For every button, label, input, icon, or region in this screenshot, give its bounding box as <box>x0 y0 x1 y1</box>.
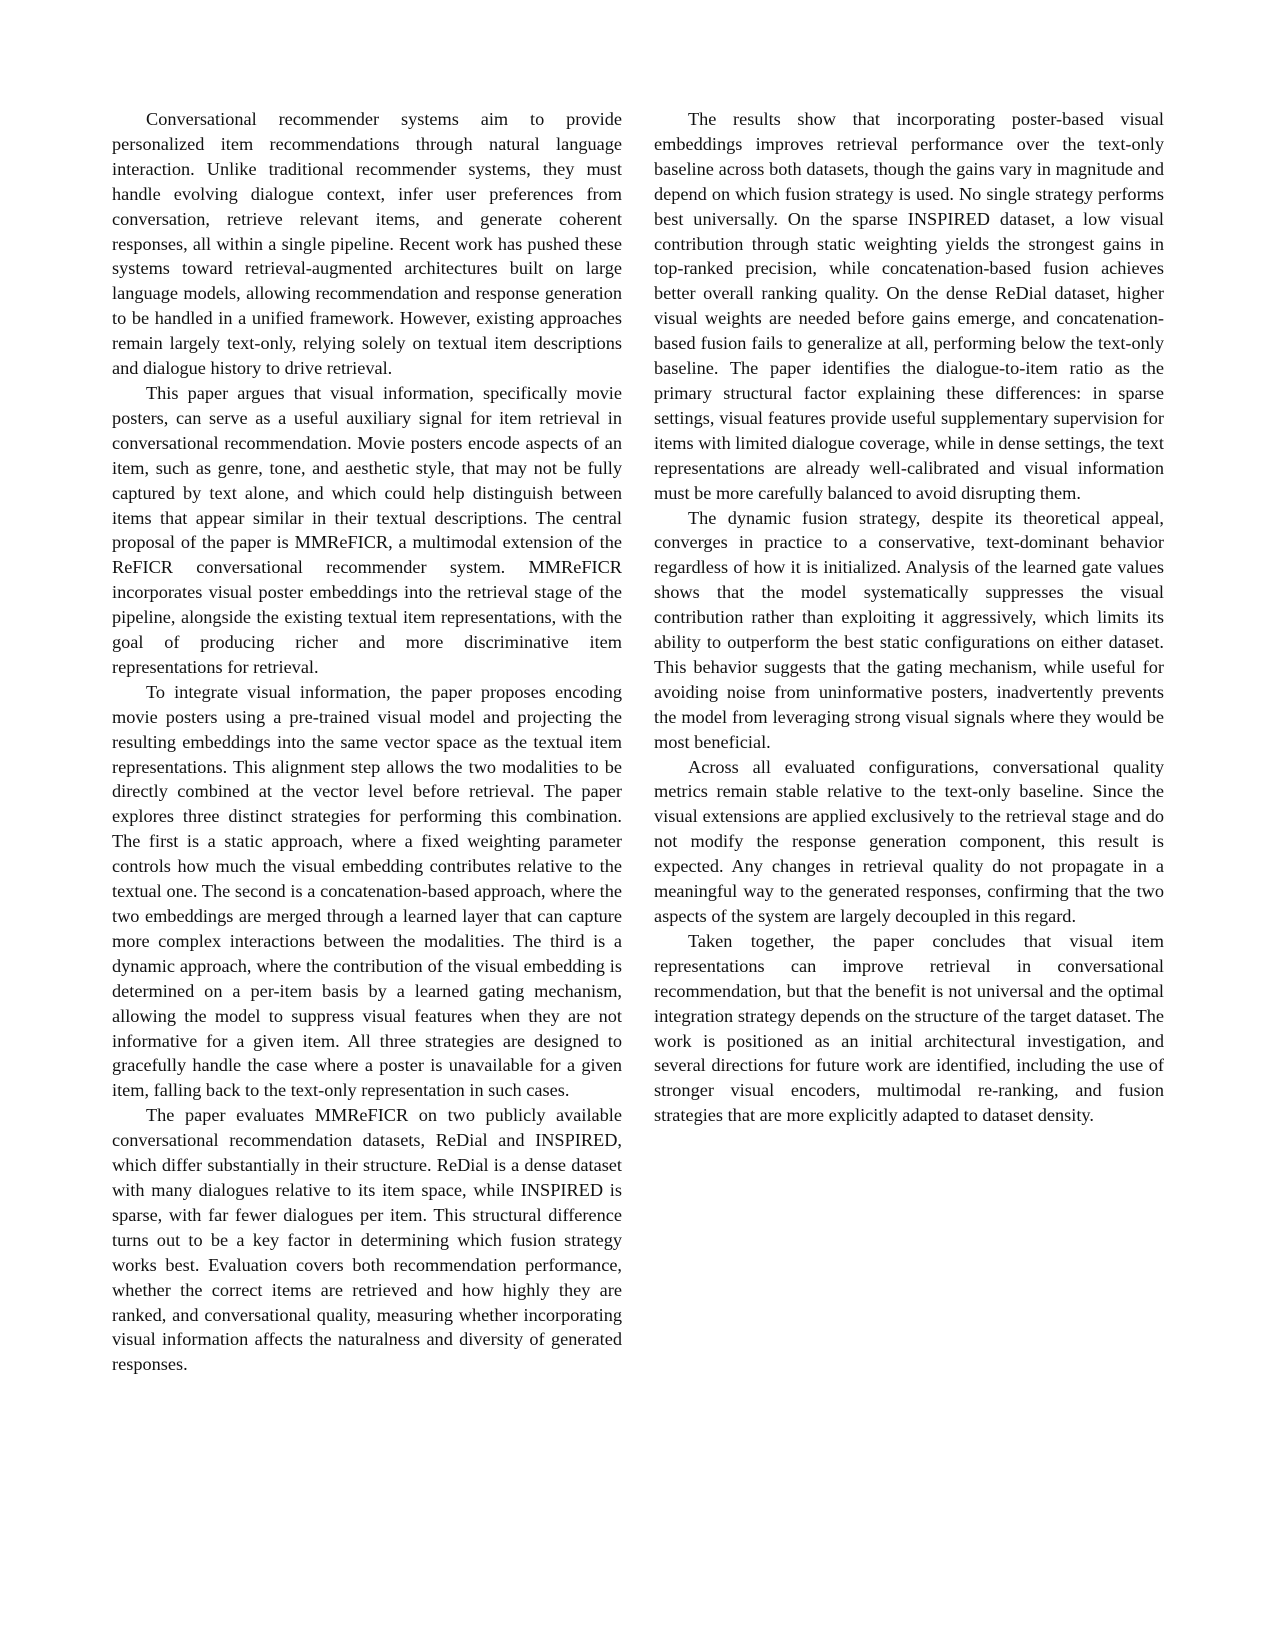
right-column <box>654 107 1164 1128</box>
paragraph: The results show that incorporating poster-based visual embeddings improves retrieval performance over the text-only baseline across both datasets, though the gains vary in magnitude and depend on which fusion strategy is used. No single strategy performs best universally. On the sparse INSPIRED dataset, a low visual contribution through static weighting yields the strongest gains in top-ranked precision, while concatenation-based fusion achieves better overall ranking quality. On the dense ReDial dataset, higher visual weights are needed before gains emerge, and concatenation-based fusion fails to generalize at all, performing below the text-only baseline. The paper identifies the dialogue-to-item ratio as the primary structural factor explaining these differences: in sparse settings, visual features provide useful supplementary supervision for items with limited dialogue coverage, while in dense settings, the text representations are already well-calibrated and visual information must be more carefully balanced to avoid disrupting them. <box>654 109 1164 503</box>
paragraph: The dynamic fusion strategy, despite its theoretical appeal, converges in practice to a conservative, text-dominant behavior regardless of how it is initialized. Analysis of the learned gate values shows that the model systematically suppresses the visual contribution rather than exploiting it aggressively, which limits its ability to outperform the best static configurations on either dataset. This behavior suggests that the gating mechanism, while useful for avoiding noise from uninformative posters, inadvertently prevents the model from leveraging strong visual signals where they would be most beneficial. <box>654 507 1164 752</box>
paragraph: To integrate visual information, the paper proposes encoding movie posters using a pre-trained visual model and projecting the resulting embeddings into the same vector space as the textual item representations. This alignment step allows the two modalities to be directly combined at the vector level before retrieval. The paper explores three distinct strategies for performing this combination. The first is a static approach, where a fixed weighting parameter controls how much the visual embedding contributes relative to the textual one. The second is a concatenation-based approach, where the two embeddings are merged through a learned layer that can capture more complex interactions between the modalities. The third is a dynamic approach, where the contribution of the visual embedding is determined on a per-item basis by a learned gating mechanism, allowing the model to suppress visual features when they are not informative for a given item. All three strategies are designed to gracefully handle the case where a poster is unavailable for a given item, falling back to the text-only representation in such cases. <box>112 681 622 1101</box>
paragraph: Taken together, the paper concludes that visual item representations can improve retrieval in conversational recommendation, but that the benefit is not universal and the optimal integration strategy depends on the structure of the target dataset. The work is positioned as an initial architectural investigation, and several directions for future work are identified, including the use of stronger visual encoders, multimodal re-ranking, and fusion strategies that are more explicitly adapted to dataset density. <box>654 930 1164 1126</box>
paragraph: Conversational recommender systems aim to provide personalized item recommendations through natural language interaction. Unlike traditional recommender systems, they must handle evolving dialogue context, infer user preferences from conversation, retrieve relevant items, and generate coherent responses, all within a single pipeline. Recent work has pushed these systems toward retrieval-augmented architectures built on large language models, allowing recommendation and response generation to be handled in a unified framework. However, existing approaches remain largely text-only, relying solely on textual item descriptions and dialogue history to drive retrieval. <box>112 109 622 379</box>
left-column <box>112 107 622 1377</box>
paragraph: Across all evaluated configurations, conversational quality metrics remain stable relative to the text-only baseline. Since the visual extensions are applied exclusively to the retrieval stage and do not modify the response generation component, this result is expected. Any changes in retrieval quality do not propagate in a meaningful way to the generated responses, confirming that the two aspects of the system are largely decoupled in this regard. <box>654 756 1164 926</box>
paragraph: The paper evaluates MMReFICR on two publicly available conversational recommendation datasets, ReDial and INSPIRED, which differ substantially in their structure. ReDial is a dense dataset with many dialogues relative to its item space, while INSPIRED is sparse, with far fewer dialogues per item. This structural difference turns out to be a key factor in determining which fusion strategy works best. Evaluation covers both recommendation performance, whether the correct items are retrieved and how highly they are ranked, and conversational quality, measuring whether incorporating visual information affects the naturalness and diversity of generated responses. <box>112 1105 622 1375</box>
paper-page <box>112 107 1164 1567</box>
paragraph: This paper argues that visual information, specifically movie posters, can serve as a useful auxiliary signal for item retrieval in conversational recommendation. Movie posters encode aspects of an item, such as genre, tone, and aesthetic style, that may not be fully captured by text alone, and which could help distinguish between items that appear similar in their textual descriptions. The central proposal of the paper is MMReFICR, a multimodal extension of the ReFICR conversational recommender system. MMReFICR incorporates visual poster embeddings into the retrieval stage of the pipeline, alongside the existing textual item representations, with the goal of producing richer and more discriminative item representations for retrieval. <box>112 382 622 677</box>
